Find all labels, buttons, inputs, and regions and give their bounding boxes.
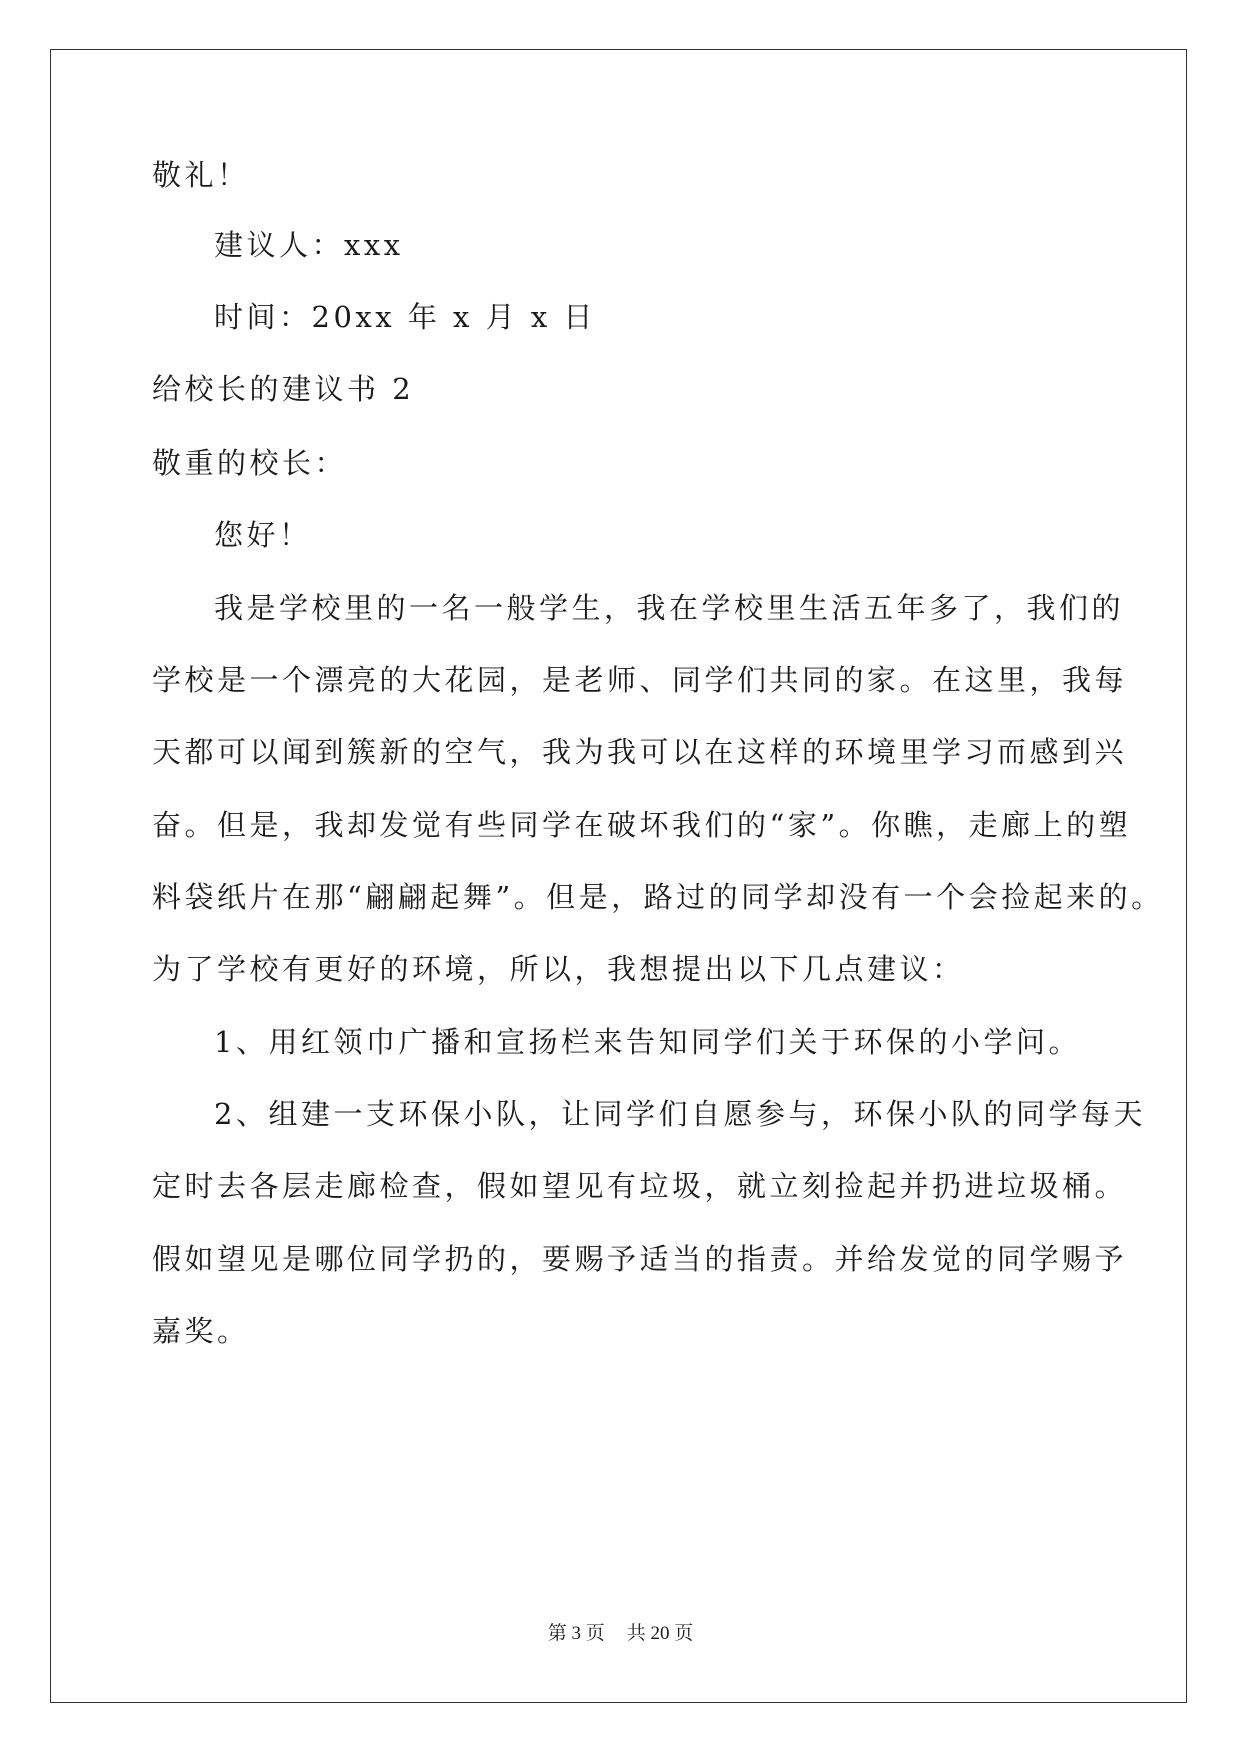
page-number: 第 3 页 (547, 1623, 605, 1644)
suggestion-2: 2、组建一支环保小队，让同学们自愿参与，环保小队的同学每天 (214, 1097, 1146, 1131)
page-footer (0, 1621, 1241, 1647)
paragraph-line: 料袋纸片在那“翩翩起舞”。但是，路过的同学却没有一个会捡起来的。 (152, 880, 1164, 914)
paragraph-line: 假如望见是哪位同学扔的，要赐予适当的指责。并给发觉的同学赐予 (152, 1242, 1128, 1276)
salutation: 敬重的校长： (152, 446, 348, 480)
page-total: 共 20 页 (626, 1623, 694, 1644)
paragraph-line: 嘉奖。 (152, 1314, 250, 1348)
section-title: 给校长的建议书 2 (152, 372, 415, 406)
greeting: 您好！ (214, 518, 312, 552)
paragraph-line: 学校是一个漂亮的大花园，是老师、同学们共同的家。在这里，我每 (152, 663, 1128, 697)
paragraph-line: 天都可以闻到簇新的空气，我为我可以在这样的环境里学习而感到兴 (152, 735, 1128, 769)
paragraph-line: 为了学校有更好的环境，所以，我想提出以下几点建议： (152, 952, 965, 986)
paragraph-line: 奋。但是，我却发觉有些同学在破坏我们的“家”。你瞧，走廊上的塑 (152, 808, 1132, 842)
closing-salute: 敬礼！ (152, 158, 250, 192)
paragraph-line: 我是学校里的一名一般学生，我在学校里生活五年多了，我们的 (214, 591, 1125, 625)
date-line: 时间：20xx 年 x 月 x 日 (214, 300, 596, 334)
suggestion-1: 1、用红领巾广播和宣扬栏来告知同学们关于环保的小学问。 (214, 1025, 1081, 1059)
paragraph-line: 定时去各层走廊检查，假如望见有垃圾，就立刻捡起并扔进垃圾桶。 (152, 1169, 1128, 1203)
proposer-line: 建议人：xxx (214, 228, 404, 262)
